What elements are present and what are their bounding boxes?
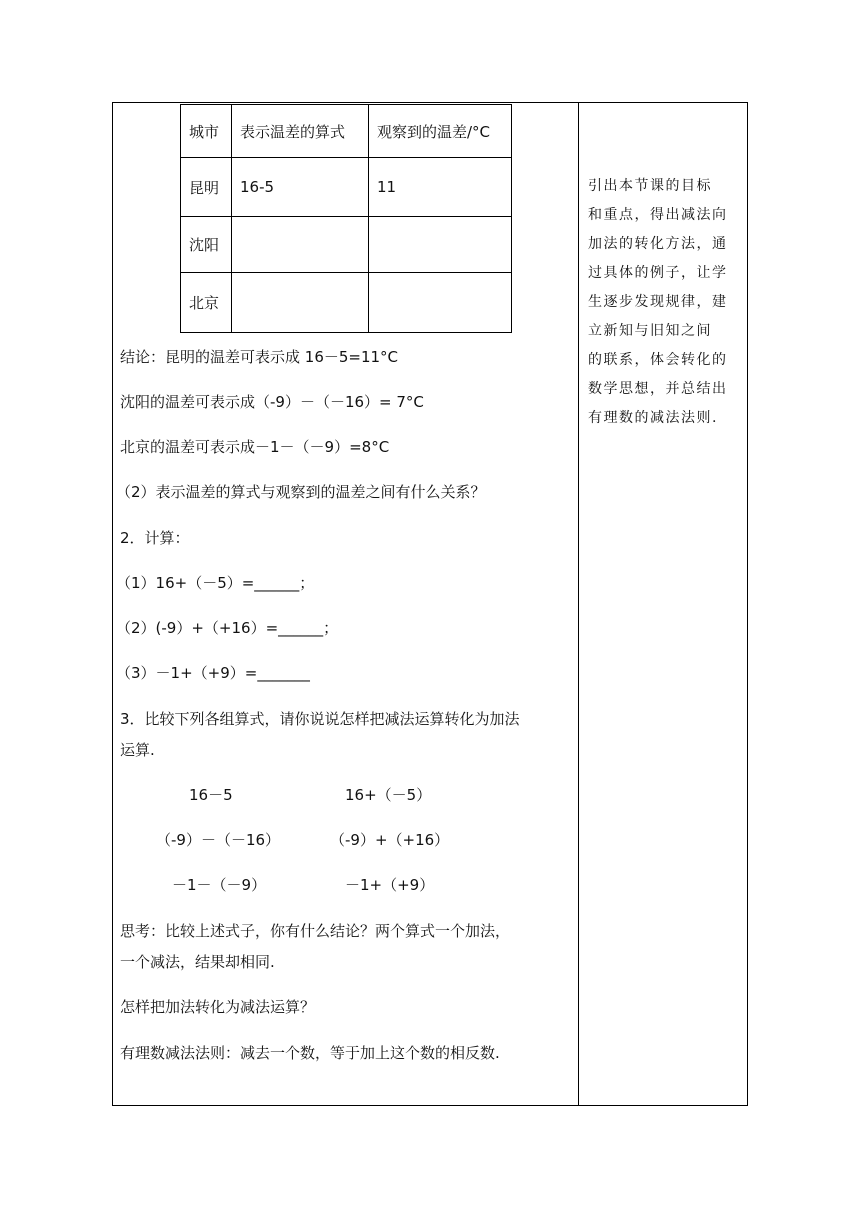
side-note-line: 和重点，得出减法向 (588, 207, 728, 223)
think-line1: 思考：比较上述式子，你有什么结论？两个算式一个加法， (120, 922, 511, 940)
expr-addition-2: （-9）+（+16） (330, 831, 450, 849)
think-line2: 一个减法，结果却相同. (120, 953, 275, 971)
cell-observed: 11 (369, 158, 512, 217)
section-3-title-line1: 3．比较下列各组算式，请你说说怎样把减法运算转化为加法 (120, 710, 520, 728)
table-row (181, 158, 512, 217)
expr-addition-1: 16+（－5） (345, 786, 432, 804)
table-row (181, 273, 512, 333)
table-row (181, 217, 512, 273)
header-observed-diff: 观察到的温差/°C (369, 105, 512, 158)
conclusion-beijing: 北京的温差可表示成－1－（－9）=8°C (120, 438, 390, 456)
side-note-line: 的联系，体会转化的 (588, 352, 728, 368)
side-note-line: 生逐步发现规律，建 (588, 294, 728, 310)
header-expression: 表示温差的算式 (232, 105, 369, 158)
side-note (588, 172, 738, 433)
side-note-line: 过具体的例子，让学 (588, 265, 728, 281)
cell-city: 沈阳 (181, 217, 232, 273)
cell-observed (369, 273, 512, 333)
expr-subtraction-3: －1－（－9） (172, 876, 267, 894)
side-note-line: 加法的转化方法，通 (588, 236, 728, 252)
cell-observed (369, 217, 512, 273)
expr-subtraction-2: （-9）－（－16） (156, 831, 281, 849)
conclusion-kunming: 结论：昆明的温差可表示成 16－5=11°C (120, 348, 399, 366)
calc-item-2: （2）(-9）+（+16）=______； (116, 619, 339, 637)
temperature-table (180, 104, 512, 333)
conclusion-shenyang: 沈阳的温差可表示成（-9）－（－16）= 7°C (120, 393, 424, 411)
side-note-line: 数学思想，并总结出 (588, 381, 728, 397)
expr-subtraction-1: 16－5 (189, 786, 233, 804)
question-how: 怎样把加法转化为减法运算？ (120, 998, 316, 1016)
question-2: （2）表示温差的算式与观察到的温差之间有什么关系？ (116, 483, 486, 501)
side-note-line: 引出本节课的目标 (588, 178, 712, 194)
subtraction-rule: 有理数减法法则：减去一个数，等于加上这个数的相反数. (120, 1044, 500, 1062)
header-city: 城市 (181, 105, 232, 158)
section-3-title-line2: 运算. (120, 741, 155, 759)
table-header-row (181, 105, 512, 158)
column-divider (578, 102, 579, 1106)
cell-expression (232, 217, 369, 273)
cell-expression: 16-5 (232, 158, 369, 217)
side-note-line: 有理数的减法法则. (588, 410, 718, 426)
cell-expression (232, 273, 369, 333)
expr-addition-3: －1+（+9） (345, 876, 435, 894)
section-2-title: 2．计算： (120, 529, 190, 547)
cell-city: 北京 (181, 273, 232, 333)
calc-item-3: （3）－1+（+9）=_______ (116, 664, 310, 682)
calc-item-1: （1）16+（－5）=______； (116, 574, 315, 592)
side-note-line: 立新知与旧知之间 (588, 323, 712, 339)
cell-city: 昆明 (181, 158, 232, 217)
